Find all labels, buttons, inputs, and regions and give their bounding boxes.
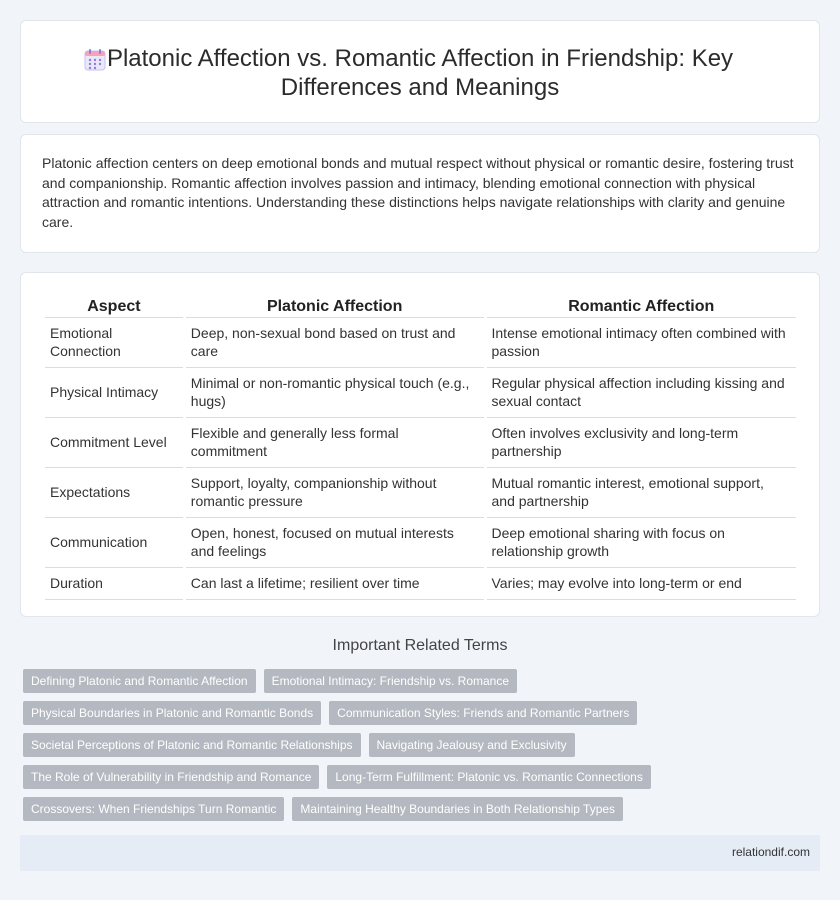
cell-romantic: Intense emotional intimacy often combined with passion	[487, 318, 797, 368]
tag-link[interactable]: Navigating Jealousy and Exclusivity	[369, 733, 575, 757]
cell-aspect: Emotional Connection	[45, 318, 183, 368]
cell-aspect: Duration	[45, 568, 183, 600]
table-row	[45, 318, 796, 368]
cell-aspect: Expectations	[45, 468, 183, 518]
cell-platonic: Open, honest, focused on mutual interests and feelings	[186, 518, 484, 568]
table-row	[45, 568, 796, 600]
title-card	[20, 20, 820, 123]
header-aspect: Aspect	[45, 294, 183, 318]
footer	[20, 835, 820, 871]
cell-platonic: Support, loyalty, companionship without romantic pressure	[186, 468, 484, 518]
related-terms-title: Important Related Terms	[332, 637, 508, 654]
tag-link[interactable]: Defining Platonic and Romantic Affection	[23, 669, 256, 693]
table-row	[45, 468, 796, 518]
intro-paragraph: Platonic affection centers on deep emotional bonds and mutual respect without physical or romantic desire, fostering trust and companionship. Romantic affection involves passion and intimacy, blending emotional connection with physical attraction and romantic intentions. Understanding these distinctions helps navigate relationships with clarity and genuine care.	[42, 155, 794, 230]
cell-platonic: Deep, non-sexual bond based on trust and care	[186, 318, 484, 368]
cell-aspect: Commitment Level	[45, 418, 183, 468]
cell-romantic: Deep emotional sharing with focus on relationship growth	[487, 518, 797, 568]
tag-link[interactable]: Societal Perceptions of Platonic and Romantic Relationships	[23, 733, 361, 757]
page-title: Platonic Affection vs. Romantic Affection in Friendship: Key Differences and Meanings	[106, 45, 734, 101]
header-romantic: Romantic Affection	[487, 294, 797, 318]
tag-link[interactable]: Maintaining Healthy Boundaries in Both Relationship Types	[292, 797, 623, 821]
tag-link[interactable]: Communication Styles: Friends and Romantic Partners	[329, 701, 637, 725]
tag-link[interactable]: Emotional Intimacy: Friendship vs. Romance	[264, 669, 517, 693]
cell-aspect: Communication	[45, 518, 183, 568]
table-row	[45, 518, 796, 568]
table-row	[45, 368, 796, 418]
cell-aspect: Physical Intimacy	[45, 368, 183, 418]
footer-site-link[interactable]: relationdif.com	[731, 845, 810, 859]
tag-link[interactable]: Long-Term Fulfillment: Platonic vs. Romantic Connections	[327, 765, 650, 789]
table-row	[45, 418, 796, 468]
cell-romantic: Varies; may evolve into long-term or end	[487, 568, 797, 600]
tag-link[interactable]: The Role of Vulnerability in Friendship and Romance	[23, 765, 319, 789]
tag-link[interactable]: Crossovers: When Friendships Turn Romantic	[23, 797, 284, 821]
cell-platonic: Flexible and generally less formal commitment	[186, 418, 484, 468]
cell-romantic: Often involves exclusivity and long-term partnership	[487, 418, 797, 468]
comparison-table	[42, 294, 799, 600]
cell-romantic: Mutual romantic interest, emotional support, and partnership	[487, 468, 797, 518]
table-header-row	[45, 294, 796, 318]
cell-platonic: Can last a lifetime; resilient over time	[186, 568, 484, 600]
intro-card	[20, 134, 820, 253]
cell-platonic: Minimal or non-romantic physical touch (e.g., hugs)	[186, 368, 484, 418]
tag-link[interactable]: Physical Boundaries in Platonic and Romantic Bonds	[23, 701, 321, 725]
related-terms-tags	[23, 669, 663, 821]
header-platonic: Platonic Affection	[186, 294, 484, 318]
cell-romantic: Regular physical affection including kissing and sexual contact	[487, 368, 797, 418]
comparison-table-card	[20, 272, 820, 617]
